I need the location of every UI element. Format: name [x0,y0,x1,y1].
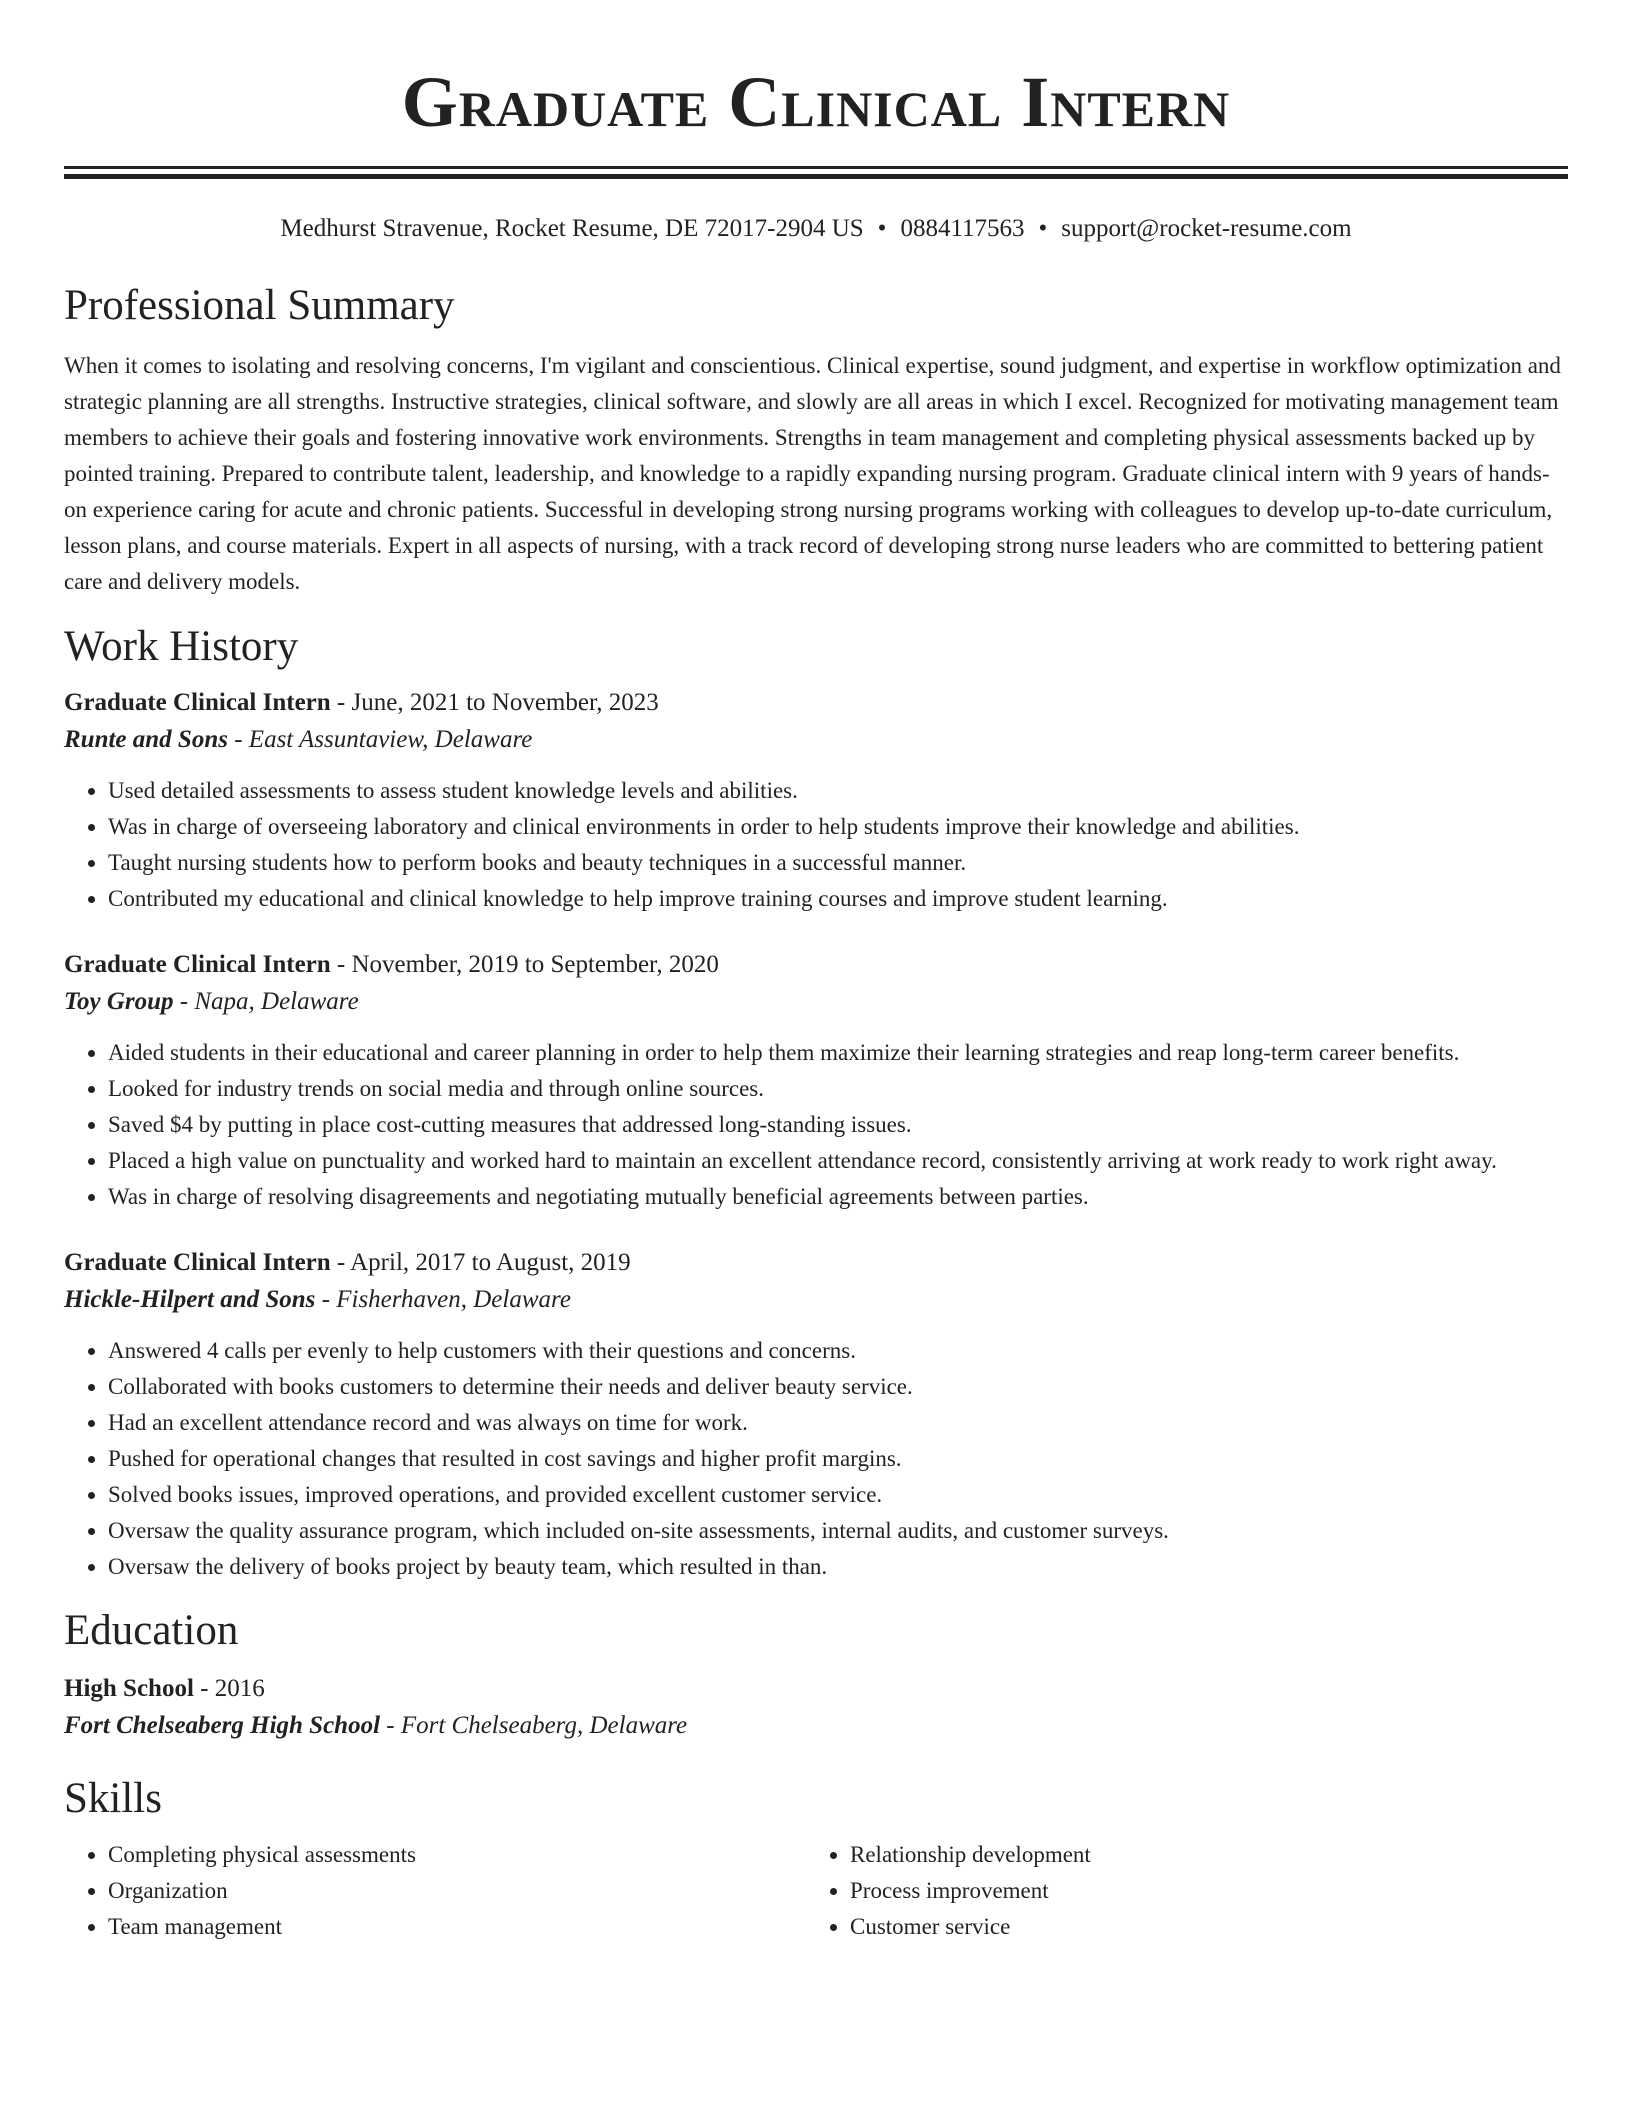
contact-address: Medhurst Stravenue, Rocket Resume, DE 72017-2904 US [280,215,864,242]
skills-column-right [806,1837,1548,1945]
list-item: • Solved books issues, improved operations, and provided excellent customer service. [108,1477,1568,1513]
job-dates: - April, 2017 to August, 2019 [330,1249,631,1276]
list-item: • Pushed for operational changes that resulted in cost savings and higher profit margins. [108,1441,1568,1477]
resume-page [64,0,1568,1945]
education-entry [64,1671,1568,1745]
list-item: • Collaborated with books customers to determine their needs and deliver beauty service. [108,1369,1568,1405]
list-item: • Looked for industry trends on social media and through online sources. [108,1071,1568,1107]
skill-item: • Team management [108,1909,806,1945]
skills-heading: Skills [64,1775,162,1822]
summary-heading: Professional Summary [64,282,455,329]
education-school-line [64,1707,1568,1745]
contact-email: support@rocket-resume.com [1061,215,1352,242]
resume-name: Graduate Clinical Intern [401,62,1231,142]
job-bullets [64,1333,1568,1585]
list-item: • Saved $4 by putting in place cost-cutting measures that addressed long-standing issues. [108,1107,1568,1143]
skill-item: • Process improvement [850,1873,1548,1909]
contact-separator: • [1038,215,1048,242]
job-company: Runte and Sons [64,726,228,753]
job-bullets [64,1035,1568,1215]
list-item: • Aided students in their educational and career planning in order to help them maximize their learning strategies and reap long-term career benefits. [108,1035,1568,1071]
job-title-line [64,685,1568,721]
list-item: • Used detailed assessments to assess student knowledge levels and abilities. [108,773,1568,809]
skill-item: • Relationship development [850,1837,1548,1873]
job-entry [64,685,1568,917]
job-location: - Fisherhaven, Delaware [315,1286,571,1313]
job-entry [64,1245,1568,1585]
work-history-heading: Work History [64,623,299,670]
job-entry [64,947,1568,1215]
skill-item: • Organization [108,1873,806,1909]
education-school: Fort Chelseaberg High School [64,1712,381,1739]
list-item: • Was in charge of overseeing laboratory and clinical environments in order to help students improve their knowledge and abilities. [108,809,1568,845]
job-title: Graduate Clinical Intern [64,951,331,978]
list-item: • Placed a high value on punctuality and worked hard to maintain an excellent attendance record, consistently arriving at work ready to work right away. [108,1143,1568,1179]
job-title-line [64,947,1568,983]
job-title-line [64,1245,1568,1281]
job-bullets [64,773,1568,917]
contact-line [64,213,1568,245]
education-degree: High School [64,1675,194,1702]
contact-phone: 0884117563 [900,215,1025,242]
skill-item: • Customer service [850,1909,1548,1945]
education-location: - Fort Chelseaberg, Delaware [380,1712,688,1739]
job-company-line [64,1281,1568,1319]
job-company-line [64,983,1568,1021]
list-item: • Answered 4 calls per evenly to help customers with their questions and concerns. [108,1333,1568,1369]
job-location: - Napa, Delaware [173,988,359,1015]
list-item: • Taught nursing students how to perform books and beauty techniques in a successful manner. [108,845,1568,881]
summary-text: When it comes to isolating and resolving concerns, I'm vigilant and conscientious. Clinical expertise, sound judgment, and expertise in workflow optimization and strategic planning are all strengths. Instructive strategies, clinical software, and slowly are all areas in which I excel. Recognized for motivating management team members to achieve their goals and fostering innovative work environments. Strengths in team management and completing physical assessments backed up by pointed training. Prepared to contribute talent, leadership, and knowledge to a rapidly expanding nursing program. Graduate clinical intern with 9 years of hands-on experience caring for acute and chronic patients. Successful in developing strong nursing programs working with colleagues to develop up-to-date curriculum, lesson plans, and course materials. Expert in all aspects of nursing, with a track record of developing strong nurse leaders who are committed to bettering patient care and delivery models. [64,353,1561,594]
education-heading: Education [64,1607,239,1654]
contact-separator: • [877,215,887,242]
job-location: - East Assuntaview, Delaware [227,726,533,753]
list-item: • Had an excellent attendance record and was always on time for work. [108,1405,1568,1441]
job-company-line [64,721,1568,759]
list-item: • Was in charge of resolving disagreements and negotiating mutually beneficial agreements between parties. [108,1179,1568,1215]
education-degree-line [64,1671,1568,1707]
skills-column-left [64,1837,806,1945]
job-dates: - November, 2019 to September, 2020 [330,951,719,978]
list-item: • Oversaw the quality assurance program, which included on-site assessments, internal audits, and customer surveys. [108,1513,1568,1549]
skills-list [64,1837,1568,1945]
list-item: • Contributed my educational and clinical knowledge to help improve training courses and improve student learning. [108,881,1568,917]
header-divider [64,166,1568,179]
education-year: - 2016 [193,1675,265,1702]
skill-item: • Completing physical assessments [108,1837,806,1873]
job-title: Graduate Clinical Intern [64,1249,331,1276]
job-title: Graduate Clinical Intern [64,689,331,716]
job-company: Toy Group [64,988,174,1015]
job-dates: - June, 2021 to November, 2023 [330,689,659,716]
job-company: Hickle-Hilpert and Sons [64,1286,316,1313]
list-item: • Oversaw the delivery of books project by beauty team, which resulted in than. [108,1549,1568,1585]
